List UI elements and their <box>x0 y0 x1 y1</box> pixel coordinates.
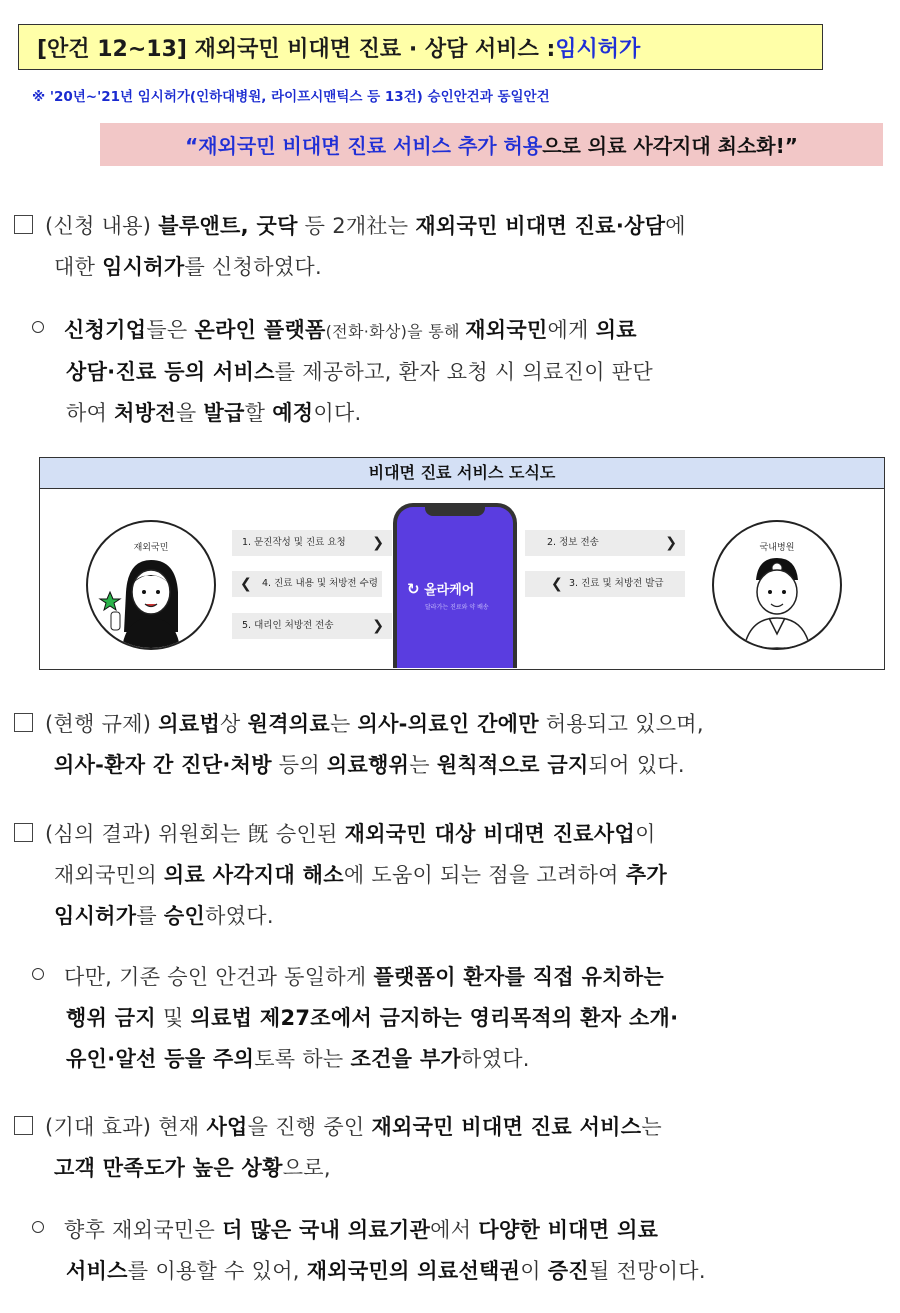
text-run: 임시허가 <box>54 904 137 928</box>
text-run: 다양한 비대면 의료 <box>478 1218 659 1242</box>
agenda-title-main: [안건 12~13] 재외국민 비대면 진료 · 상담 서비스 : <box>37 36 556 62</box>
app-logo: ↻ 올라케어 <box>407 580 475 598</box>
step-label: 5. 대리인 처방전 전송 <box>242 620 334 631</box>
text-run: 발급 <box>203 401 245 425</box>
text-run: 대한 <box>54 255 103 279</box>
summary-banner <box>100 123 883 166</box>
section-regulation <box>14 704 894 786</box>
text-run: 를 신청하였다. <box>184 255 322 279</box>
text-run: 및 <box>155 1006 191 1030</box>
text-run: 재외국민의 <box>54 863 164 887</box>
text-run: 허용되고 있으며, <box>538 712 704 736</box>
text-run: 의사-의료인 간에만 <box>357 712 539 736</box>
text-run: 원격의료 <box>247 712 330 736</box>
checkbox-bullet <box>14 215 33 234</box>
section-application-detail <box>32 310 894 434</box>
text-run: 하였다. <box>205 904 274 928</box>
section-application <box>14 206 894 288</box>
step-label: 2. 정보 전송 <box>547 537 599 548</box>
chevron-left-icon: ❮ <box>240 576 252 592</box>
reference-note: ※ '20년~'21년 임시허가(인하대병원, 라이프시맨틱스 등 13건) 승인안건과 동일안건 <box>32 89 550 105</box>
text-run: 는 <box>409 753 437 777</box>
text-run: 추가 <box>625 863 667 887</box>
diagram-title: 비대면 진료 서비스 도식도 <box>40 458 884 489</box>
agenda-title <box>18 24 823 70</box>
text-run: 토록 하는 <box>254 1047 351 1071</box>
text-run: 할 <box>244 401 273 425</box>
patient-avatar <box>86 520 216 650</box>
text-run: 상담·진료 등의 서비스 <box>66 360 275 384</box>
text-run: 의료법 <box>158 712 221 736</box>
text-run: 하였다. <box>461 1047 530 1071</box>
checkbox-bullet <box>14 713 33 732</box>
text-run: 에 도움이 되는 점을 고려하여 <box>343 863 626 887</box>
text-run: 를 제공하고, 환자 요청 시 의료진이 판단 <box>274 360 653 384</box>
text-run: 재외국민 비대면 진료 서비스 <box>371 1115 642 1139</box>
text-run: 의사-환자 간 진단·처방 <box>54 753 272 777</box>
text-run: (기대 효과) 현재 <box>45 1115 207 1139</box>
text-run: 행위 금지 <box>66 1006 156 1030</box>
text-run: 플랫폼이 환자를 직접 유치하는 <box>373 965 664 989</box>
text-run: 의료법 제27조에서 금지하는 영리목적의 환자 소개· <box>190 1006 679 1030</box>
text-run: 을 <box>175 401 204 425</box>
text-run: (현행 규제) <box>45 712 159 736</box>
chevron-right-icon: ❯ <box>665 535 677 551</box>
hospital-label: 국내병원 <box>759 543 795 553</box>
step-5 <box>232 613 392 639</box>
phone-notch <box>425 506 485 516</box>
chevron-right-icon: ❯ <box>372 535 384 551</box>
text-run: 는 <box>329 712 358 736</box>
text-run: 재외국민 <box>465 318 548 342</box>
step-3 <box>525 571 685 597</box>
text-run: 을 진행 중인 <box>247 1115 372 1139</box>
app-tagline: 달라가는 진료와 약 배송 <box>425 604 489 611</box>
text-run: 임시허가 <box>102 255 185 279</box>
section-conditions <box>32 957 894 1080</box>
text-run: 원칙적으로 금지 <box>436 753 589 777</box>
text-run: 다만, 기존 승인 안건과 동일하게 <box>64 965 374 989</box>
banner-rest: 으로 의료 사각지대 최소화!” <box>542 134 798 158</box>
text-run: 의료 사각지대 해소 <box>163 863 344 887</box>
text-run: 고객 만족도가 높은 상황 <box>54 1156 283 1180</box>
banner-highlight: “재외국민 비대면 진료 서비스 추가 허용 <box>185 134 543 158</box>
text-run: 는 <box>641 1115 662 1139</box>
text-run: 조건을 부가 <box>350 1047 462 1071</box>
hospital-avatar <box>712 520 842 650</box>
circle-bullet <box>32 1221 44 1233</box>
text-run: 재외국민의 의료선택권 <box>306 1259 521 1283</box>
text-run: 를 이용할 수 있어, <box>127 1259 307 1283</box>
section-outlook <box>32 1210 894 1292</box>
step-label: 4. 진료 내용 및 처방전 수령 <box>262 578 378 589</box>
checkbox-bullet <box>14 823 33 842</box>
checkbox-bullet <box>14 1116 33 1135</box>
text-run: 재외국민 대상 비대면 진료사업 <box>344 822 636 846</box>
text-run: 서비스 <box>66 1259 128 1283</box>
text-run: 온라인 플랫폼 <box>194 318 326 342</box>
step-2 <box>525 530 685 556</box>
section-expected-effect <box>14 1107 894 1189</box>
step-label: 3. 진료 및 처방전 발급 <box>569 578 664 589</box>
text-run: 유인·알선 등을 주의 <box>66 1047 255 1071</box>
text-run: 이다. <box>313 401 362 425</box>
step-4 <box>232 571 382 597</box>
text-run: 증진 <box>547 1259 589 1283</box>
step-label: 1. 문진작성 및 진료 요청 <box>242 537 346 548</box>
text-run: 등 2개社는 <box>297 214 416 238</box>
text-run: (신청 내용) <box>45 214 159 238</box>
text-run: 더 많은 국내 의료기관 <box>222 1218 431 1242</box>
patient-label: 재외국민 <box>133 543 169 553</box>
text-run: 되어 있다. <box>588 753 685 777</box>
text-run: 처방전 <box>114 401 176 425</box>
text-run: (심의 결과) 위원회는 旣 승인된 <box>45 822 345 846</box>
text-run: 사업 <box>206 1115 248 1139</box>
text-run: 상 <box>220 712 248 736</box>
text-run: 에 <box>665 214 686 238</box>
step-1 <box>232 530 392 556</box>
text-run: 신청기업 <box>64 318 147 342</box>
text-run: 의료행위 <box>326 753 410 777</box>
text-run: 향후 재외국민은 <box>64 1218 223 1242</box>
text-run: 에서 <box>430 1218 479 1242</box>
circle-bullet <box>32 321 44 333</box>
section-review-result <box>14 814 894 937</box>
text-run: 될 전망이다. <box>588 1259 706 1283</box>
agenda-title-highlight: 임시허가 <box>555 36 641 62</box>
text-run: (전화·화상)을 통해 <box>325 322 466 341</box>
text-run: 이 <box>635 822 656 846</box>
text-run: 예정 <box>272 401 314 425</box>
text-run: 에게 <box>547 318 596 342</box>
text-run: 으로, <box>282 1156 331 1180</box>
circle-bullet <box>32 968 44 980</box>
text-run: 승인 <box>163 904 206 928</box>
text-run: 의료 <box>595 318 637 342</box>
chevron-right-icon: ❯ <box>372 618 384 634</box>
app-phone <box>393 503 517 668</box>
text-run: 재외국민 비대면 진료·상담 <box>415 214 666 238</box>
text-run: 하여 <box>66 401 115 425</box>
text-run: 이 <box>520 1259 548 1283</box>
text-run: 등의 <box>271 753 327 777</box>
text-run: 들은 <box>146 318 195 342</box>
text-run: 를 <box>136 904 164 928</box>
text-run: 블루앤트, 굿닥 <box>158 214 298 238</box>
chevron-left-icon: ❮ <box>551 576 563 592</box>
